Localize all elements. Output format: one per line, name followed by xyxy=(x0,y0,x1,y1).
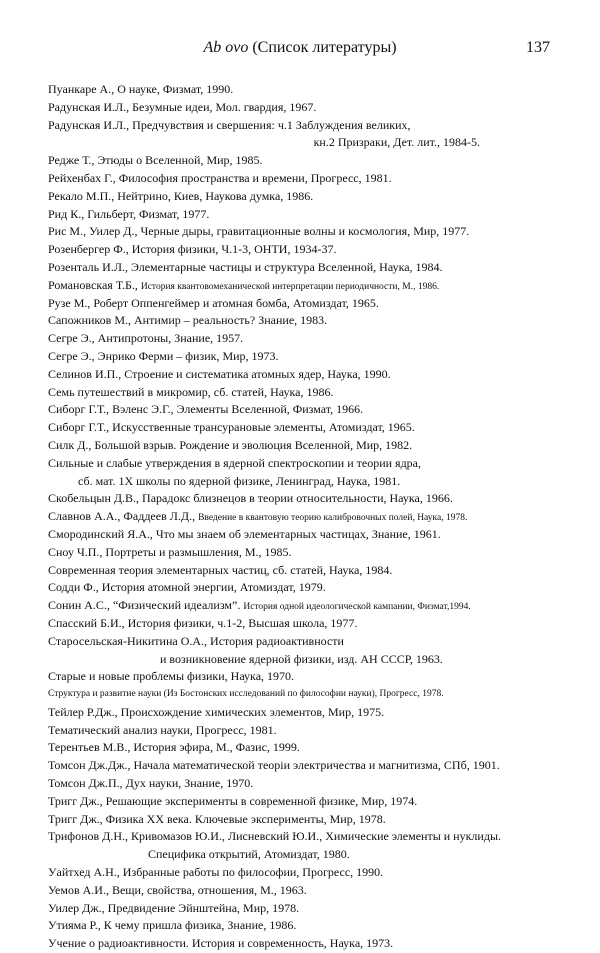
header-title-italic: Ab ovo xyxy=(203,39,249,56)
bibliography-entry: Сильные и слабые утверждения в ядерной спектроскопии и теории ядра, xyxy=(48,455,422,470)
bibliography-entry-continuation: Специфика открытий, Атомиздат, 1980. xyxy=(148,847,350,862)
bibliography-list xyxy=(48,81,568,953)
bibliography-entry: Пуанкаре А., О науке, Физмат, 1990. xyxy=(48,82,234,96)
bibliography-entry: Спасский Б.И., История физики, ч.1-2, Высшая школа, 1977. xyxy=(48,615,358,630)
bibliography-entry: Рид К., Гильберт, Физмат, 1977. xyxy=(48,206,210,221)
bibliography-entry-continuation: сб. мат. 1Х школы по ядерной физике, Ленинград, Наука, 1981. xyxy=(78,473,401,488)
bibliography-entry: Рузе М., Роберт Оппенгеймер и атомная бомба, Атомиздат, 1965. xyxy=(48,295,379,310)
page-number: 137 xyxy=(526,39,550,56)
bibliography-entry: Старосельская-Никитина О.А., История радиоактивности xyxy=(48,633,344,648)
bibliography-entry: Утияма Р., К чему пришла физика, Знание, 1986. xyxy=(48,918,297,933)
entry-author: Сонин А.С., “Физический идеализм”. xyxy=(48,598,244,613)
bibliography-entry: Старые и новые проблемы физики, Наука, 1970. xyxy=(48,669,295,684)
entry-author: Романовская Т.Б., xyxy=(48,277,141,292)
bibliography-entry: Тематический анализ науки, Прогресс, 1981. xyxy=(48,722,277,737)
bibliography-entry: Учение о радиоактивности. История и современность, Наука, 1973. xyxy=(48,936,394,951)
bibliography-entry: Силк Д., Большой взрыв. Рождение и эволюция Вселенной, Мир, 1982. xyxy=(48,437,413,452)
bibliography-entry-continuation: и возникновение ядерной физики, изд. АН СССР, 1963. xyxy=(160,651,443,666)
bibliography-entry: Сегре Э., Энрико Ферми – физик, Мир, 1973. xyxy=(48,348,279,363)
bibliography-entry: Томсон Дж.П., Дух науки, Знание, 1970. xyxy=(48,776,254,791)
entry-title-small: История квантовомеханической интерпретации периодичности, М., 1986. xyxy=(140,281,440,292)
bibliography-entry: Современная теория элементарных частиц, сб. статей, Наука, 1984. xyxy=(48,562,393,577)
bibliography-entry: Редже Т., Этюды о Вселенной, Мир, 1985. xyxy=(48,153,263,168)
bibliography-entry: Тригг Дж., Физика XX века. Ключевые эксперименты, Мир, 1978. xyxy=(48,811,386,826)
bibliography-entry: Сноу Ч.П., Портреты и размышления, М., 1985. xyxy=(48,544,292,559)
page-header-title xyxy=(0,39,600,57)
bibliography-entry: Рис М., Уилер Д., Черные дыры, гравитационные волны и космология, Мир, 1977. xyxy=(48,224,470,239)
bibliography-entry: Радунская И.Л., Безумные идеи, Мол. гвардия, 1967. xyxy=(48,99,317,114)
bibliography-entry: Смородинский Я.А., Что мы знаем об элементарных частицах, Знание, 1961. xyxy=(48,526,441,541)
bibliography-entry: Тейлер Р.Дж., Происхождение химических элементов, Мир, 1975. xyxy=(48,704,385,719)
bibliography-entry: Сапожников М., Антимир – реальность? Знание, 1983. xyxy=(48,313,328,328)
bibliography-entry xyxy=(48,277,568,295)
bibliography-entry: Уемов А.И., Вещи, свойства, отношения, М., 1963. xyxy=(48,882,307,897)
bibliography-entry xyxy=(48,597,568,615)
bibliography-entry: Томсон Дж.Дж., Начала математической теорiи электричества и магнитизма, СПб, 1901. xyxy=(48,758,500,773)
entry-title-small: Введение в квантовую теорию калибровочных полей, Наука, 1978. xyxy=(198,513,468,524)
bibliography-entry: Рейхенбах Г., Философия пространства и времени, Прогресс, 1981. xyxy=(48,170,392,185)
bibliography-entry: Структура и развитие науки (Из Бостонских исследований по философии науки), Прогресс, 1978. xyxy=(48,689,444,700)
bibliography-entry: Сиборг Г.Т., Вэленс Э.Г., Элементы Вселенной, Физмат, 1966. xyxy=(48,402,364,417)
bibliography-entry-continuation: кн.2 Призраки, Дет. лит., 1984-5. xyxy=(313,135,480,150)
bibliography-entry: Сегре Э., Антипротоны, Знание, 1957. xyxy=(48,331,244,346)
entry-author: Славнов А.А., Фаддеев Л.Д., xyxy=(48,509,199,524)
bibliography-entry xyxy=(48,508,568,526)
bibliography-entry: Семь путешествий в микромир, сб. статей, Наука, 1986. xyxy=(48,384,334,399)
bibliography-entry: Тригг Дж., Решающие эксперименты в современной физике, Мир, 1974. xyxy=(48,793,418,808)
bibliography-entry: Уайтхед А.Н., Избранные работы по философии, Прогресс, 1990. xyxy=(48,865,384,880)
bibliography-entry: Радунская И.Л., Предчувствия и свершения: ч.1 Заблуждения великих, xyxy=(48,117,411,132)
bibliography-entry: Уилер Дж., Предвидение Эйнштейна, Мир, 1978. xyxy=(48,900,300,915)
bibliography-entry: Розенталь И.Л., Элементарные частицы и структура Вселенной, Наука, 1984. xyxy=(48,259,443,274)
bibliography-entry: Розенбергер Ф., История физики, Ч.1-3, ОНТИ, 1934-37. xyxy=(48,242,337,257)
bibliography-entry: Сиборг Г.Т., Искусственные трансурановые элементы, Атомиздат, 1965. xyxy=(48,420,415,435)
bibliography-entry: Скобельцын Д.В., Парадокс близнецов в теории относительности, Наука, 1966. xyxy=(48,491,453,506)
bibliography-entry: Содди Ф., История атомной энергии, Атомиздат, 1979. xyxy=(48,580,326,595)
bibliography-entry: Рекало М.П., Нейтрино, Киев, Наукова думка, 1986. xyxy=(48,188,314,203)
bibliography-entry: Трифонов Д.Н., Кривомазов Ю.И., Лисневский Ю.И., Химические элементы и нуклиды. xyxy=(48,829,502,844)
header-title-rest: (Список литературы) xyxy=(248,39,397,56)
entry-title-small: История одной идеологической кампании, Физмат,1994. xyxy=(243,602,471,613)
bibliography-entry: Селинов И.П., Строение и систематика атомных ядер, Наука, 1990. xyxy=(48,366,391,381)
bibliography-entry: Терентьев М.В., История эфира, М., Фазис, 1999. xyxy=(48,740,300,755)
